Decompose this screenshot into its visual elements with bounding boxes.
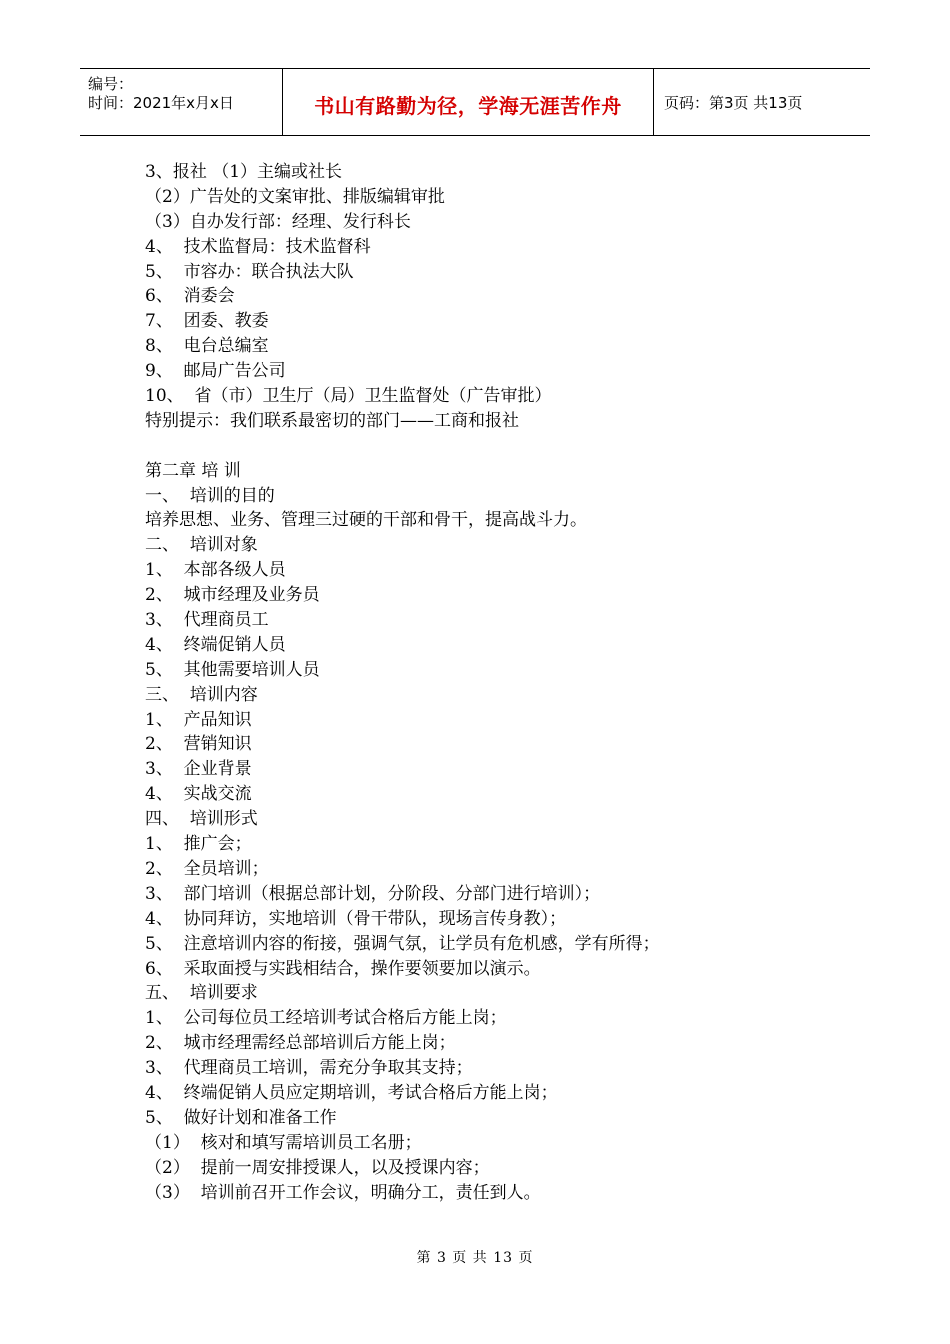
body-line: 1、 公司每位员工经培训考试合格后方能上岗；	[145, 1008, 507, 1029]
body-line: （2） 提前一周安排授课人，以及授课内容；	[145, 1157, 490, 1178]
body-line: （1） 核对和填写需培训员工名册；	[145, 1132, 422, 1153]
body-line: 6、 消委会	[145, 286, 235, 307]
body-line: （2）广告处的文案审批、排版编辑审批	[145, 186, 445, 207]
header-meta	[80, 69, 282, 135]
body-line: 5、 其他需要培训人员	[145, 659, 320, 680]
body-line: 5、 注意培训内容的衔接，强调气氛，让学员有危机感，学有所得；	[145, 933, 660, 954]
body-line: 2、 营销知识	[145, 734, 252, 755]
page-header	[80, 68, 870, 136]
body-line: 1、 产品知识	[145, 709, 252, 730]
body-line: 1、 本部各级人员	[145, 560, 286, 581]
page-footer: 第 3 页 共 13 页	[416, 1250, 534, 1266]
body-line: （3）自办发行部：经理、发行科长	[145, 211, 411, 232]
body-line: 特别提示：我们联系最密切的部门——工商和报社	[145, 410, 519, 431]
body-line: 3、 代理商员工培训，需充分争取其支持；	[145, 1058, 473, 1079]
body-line: 3、 代理商员工	[145, 610, 269, 631]
body-line: 5、 市容办：联合执法大队	[145, 261, 354, 282]
body-line: 一、 培训的目的	[145, 485, 275, 506]
body-line: 8、 电台总编室	[145, 336, 269, 357]
body-line: 7、 团委、教委	[145, 311, 269, 332]
body-line: 五、 培训要求	[145, 983, 258, 1004]
body-line: 4、 技术监督局：技术监督科	[145, 236, 371, 257]
body-line: 四、 培训形式	[145, 809, 258, 830]
header-motto-cell	[282, 69, 654, 135]
body-line: 6、 采取面授与实践相结合，操作要领要加以演示。	[145, 958, 541, 979]
body-line: 培养思想、业务、管理三过硬的干部和骨干，提高战斗力。	[145, 510, 587, 531]
body-line: 2、 城市经理需经总部培训后方能上岗；	[145, 1033, 456, 1054]
body-line: 9、 邮局广告公司	[145, 361, 286, 382]
body-line: 5、 做好计划和准备工作	[145, 1107, 337, 1128]
document-body	[145, 160, 765, 1205]
body-line: 3、报社 （1）主编或社长	[145, 162, 343, 182]
header-motto: 书山有路勤为径，学海无涯苦作舟	[314, 93, 622, 118]
body-line: 二、 培训对象	[145, 535, 258, 556]
header-page-info: 页码：第3页 共13页	[664, 93, 803, 112]
body-line: 4、 协同拜访，实地培训（骨干带队，现场言传身教）；	[145, 908, 567, 929]
body-line: 第二章 培 训	[145, 460, 241, 481]
blank-line	[145, 434, 765, 459]
body-line: 4、 终端促销人员应定期培训，考试合格后方能上岗；	[145, 1082, 558, 1103]
body-line: 1、 推广会；	[145, 834, 252, 855]
body-line: 3、 部门培训（根据总部计划，分阶段、分部门进行培训）；	[145, 883, 601, 904]
body-line: 2、 城市经理及业务员	[145, 585, 320, 606]
body-line: 三、 培训内容	[145, 684, 258, 705]
date-label: 时间：2021年x月x日	[88, 94, 234, 112]
body-line: 10、 省（市）卫生厅（局）卫生监督处（广告审批）	[145, 386, 552, 407]
code-label: 编号：	[88, 75, 134, 93]
body-line: 2、 全员培训；	[145, 858, 269, 879]
body-line: （3） 培训前召开工作会议，明确分工，责任到人。	[145, 1182, 541, 1203]
body-line: 4、 终端促销人员	[145, 634, 286, 655]
body-line: 3、 企业背景	[145, 759, 252, 780]
header-page-info-cell	[654, 69, 870, 135]
body-line: 4、 实战交流	[145, 784, 252, 805]
